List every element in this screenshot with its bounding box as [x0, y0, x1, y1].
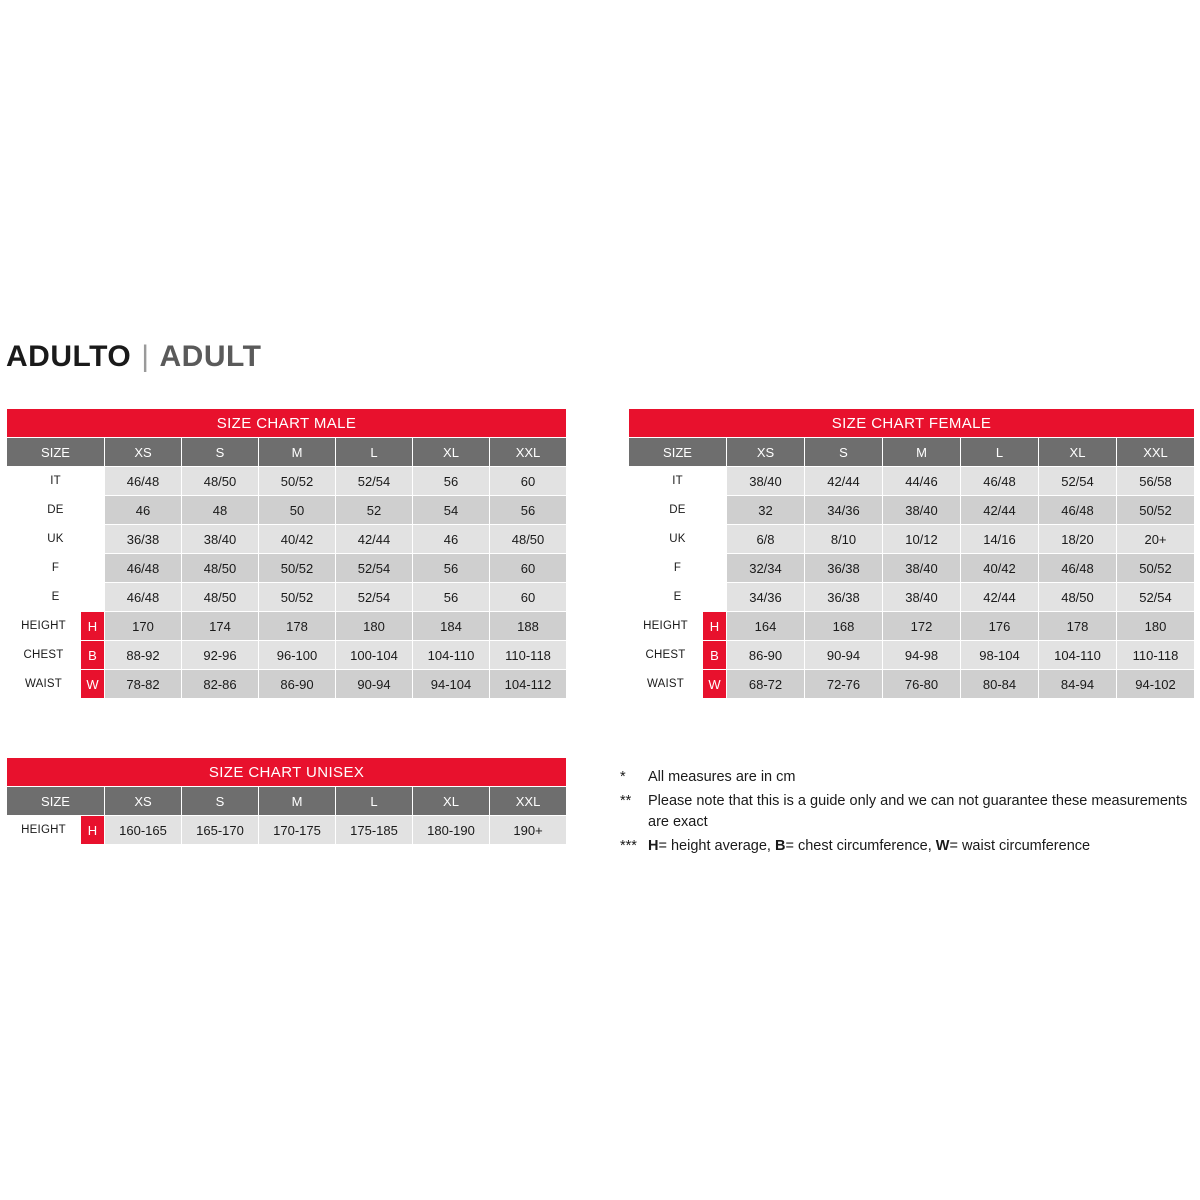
table-cell: 56 [490, 496, 567, 525]
table-cell: 42/44 [336, 525, 413, 554]
column-header: M [259, 438, 336, 467]
table-cell: 52 [336, 496, 413, 525]
note-marker: * [620, 769, 626, 785]
row-label: HEIGHT [7, 612, 81, 641]
column-header: S [182, 787, 259, 816]
table-cell: 178 [259, 612, 336, 641]
table-cell: 94-102 [1117, 670, 1195, 699]
column-header: M [259, 787, 336, 816]
table-cell: 60 [490, 583, 567, 612]
table-cell: 52/54 [336, 583, 413, 612]
column-header: S [182, 438, 259, 467]
page-title-separator: | [141, 340, 150, 373]
table-cell: 34/36 [727, 583, 805, 612]
table-cell: 6/8 [727, 525, 805, 554]
table-cell: 36/38 [805, 583, 883, 612]
table-row [629, 583, 1195, 612]
chart-title-row [7, 409, 567, 438]
row-badge: H [81, 816, 105, 845]
table-cell: 48/50 [182, 467, 259, 496]
size-chart-unisex [6, 757, 566, 845]
table-cell: 86-90 [259, 670, 336, 699]
table-cell: 180-190 [413, 816, 490, 845]
table-cell: 82-86 [182, 670, 259, 699]
table-cell: 188 [490, 612, 567, 641]
row-badge: H [703, 612, 727, 641]
table-cell: 72-76 [805, 670, 883, 699]
column-header-row [629, 438, 1195, 467]
table-cell: 40/42 [961, 554, 1039, 583]
row-label: E [629, 583, 727, 612]
table-cell: 165-170 [182, 816, 259, 845]
table-cell: 174 [182, 612, 259, 641]
column-header: XS [105, 438, 182, 467]
row-badge: B [81, 641, 105, 670]
table-cell: 94-104 [413, 670, 490, 699]
table-cell: 14/16 [961, 525, 1039, 554]
table-cell: 176 [961, 612, 1039, 641]
note-line [620, 791, 1200, 833]
table-cell: 68-72 [727, 670, 805, 699]
note-marker: *** [620, 838, 637, 855]
table-cell: 36/38 [805, 554, 883, 583]
page-title [6, 340, 261, 374]
table-cell: 90-94 [336, 670, 413, 699]
table-cell: 52/54 [336, 467, 413, 496]
column-header: S [805, 438, 883, 467]
chart-title: SIZE CHART FEMALE [629, 409, 1195, 438]
table-cell: 168 [805, 612, 883, 641]
chart-title-row [7, 758, 567, 787]
page-title-primary: ADULTO [6, 340, 132, 373]
table-cell: 100-104 [336, 641, 413, 670]
table-cell: 180 [336, 612, 413, 641]
column-header: L [961, 438, 1039, 467]
note-line [620, 836, 1200, 857]
table-cell: 104-110 [1039, 641, 1117, 670]
table-cell: 160-165 [105, 816, 182, 845]
table-cell: 36/38 [105, 525, 182, 554]
table-row [7, 467, 567, 496]
table-cell: 50/52 [259, 467, 336, 496]
column-header-row [7, 438, 567, 467]
row-label: HEIGHT [7, 816, 81, 845]
table-cell: 46/48 [1039, 554, 1117, 583]
table-cell: 46/48 [105, 554, 182, 583]
row-label: F [7, 554, 105, 583]
table-cell: 44/46 [883, 467, 961, 496]
column-header: XS [105, 787, 182, 816]
table-cell: 86-90 [727, 641, 805, 670]
size-chart-female [628, 408, 1194, 699]
table-cell: 164 [727, 612, 805, 641]
row-badge: W [81, 670, 105, 699]
table-cell: 110-118 [1117, 641, 1195, 670]
table-cell: 56 [413, 554, 490, 583]
note-text: Please note that this is a guide only and we can not guarantee these measurements are exact [648, 793, 1188, 831]
note-marker: ** [620, 793, 632, 810]
table-cell: 60 [490, 467, 567, 496]
table-row [629, 467, 1195, 496]
table-cell: 60 [490, 554, 567, 583]
column-header: M [883, 438, 961, 467]
column-header: XXL [490, 787, 567, 816]
table-row [7, 554, 567, 583]
table-row [629, 525, 1195, 554]
table-cell: 50/52 [259, 583, 336, 612]
row-label: CHEST [7, 641, 81, 670]
table-cell: 46/48 [1039, 496, 1117, 525]
table-row [629, 670, 1195, 699]
size-chart-table-unisex [6, 757, 567, 845]
table-cell: 10/12 [883, 525, 961, 554]
row-label: E [7, 583, 105, 612]
table-cell: 184 [413, 612, 490, 641]
table-cell: 18/20 [1039, 525, 1117, 554]
column-header: XL [1039, 438, 1117, 467]
table-row [7, 641, 567, 670]
table-cell: 46/48 [961, 467, 1039, 496]
table-cell: 88-92 [105, 641, 182, 670]
table-cell: 38/40 [727, 467, 805, 496]
table-cell: 52/54 [336, 554, 413, 583]
note-line [620, 767, 1200, 788]
table-cell: 20+ [1117, 525, 1195, 554]
column-header: XL [413, 438, 490, 467]
table-cell: 110-118 [490, 641, 567, 670]
table-cell: 38/40 [883, 496, 961, 525]
table-cell: 48/50 [490, 525, 567, 554]
row-badge: W [703, 670, 727, 699]
row-label: HEIGHT [629, 612, 703, 641]
row-label: F [629, 554, 727, 583]
table-cell: 32 [727, 496, 805, 525]
table-cell: 50/52 [1117, 496, 1195, 525]
table-cell: 32/34 [727, 554, 805, 583]
row-label: DE [629, 496, 727, 525]
table-cell: 48/50 [1039, 583, 1117, 612]
chart-title-row [629, 409, 1195, 438]
table-cell: 175-185 [336, 816, 413, 845]
table-cell: 48/50 [182, 554, 259, 583]
size-chart-male [6, 408, 566, 699]
chart-title: SIZE CHART MALE [7, 409, 567, 438]
table-row [7, 670, 567, 699]
table-row [629, 554, 1195, 583]
table-cell: 50 [259, 496, 336, 525]
table-cell: 78-82 [105, 670, 182, 699]
row-label: CHEST [629, 641, 703, 670]
table-cell: 170 [105, 612, 182, 641]
row-label: IT [629, 467, 727, 496]
size-chart-table-female [628, 408, 1195, 699]
table-cell: 38/40 [883, 554, 961, 583]
table-cell: 52/54 [1117, 583, 1195, 612]
table-row [629, 641, 1195, 670]
column-header: SIZE [7, 438, 105, 467]
table-cell: 38/40 [883, 583, 961, 612]
row-badge: B [703, 641, 727, 670]
table-cell: 98-104 [961, 641, 1039, 670]
table-cell: 42/44 [805, 467, 883, 496]
column-header: XS [727, 438, 805, 467]
column-header: L [336, 438, 413, 467]
table-cell: 76-80 [883, 670, 961, 699]
table-cell: 38/40 [182, 525, 259, 554]
column-header: XL [413, 787, 490, 816]
column-header: SIZE [7, 787, 105, 816]
note-text: All measures are in cm [648, 769, 796, 785]
table-row [629, 612, 1195, 641]
table-cell: 50/52 [1117, 554, 1195, 583]
table-cell: 84-94 [1039, 670, 1117, 699]
table-row [7, 816, 567, 845]
row-badge: H [81, 612, 105, 641]
table-cell: 48 [182, 496, 259, 525]
table-cell: 190+ [490, 816, 567, 845]
column-header: SIZE [629, 438, 727, 467]
table-cell: 46/48 [105, 467, 182, 496]
column-header: XXL [490, 438, 567, 467]
size-chart-table-male [6, 408, 567, 699]
chart-title: SIZE CHART UNISEX [7, 758, 567, 787]
note-text: H= height average, B= chest circumference, W= waist circumference [648, 838, 1091, 855]
table-cell: 48/50 [182, 583, 259, 612]
page-title-secondary: ADULT [159, 340, 262, 373]
table-cell: 42/44 [961, 496, 1039, 525]
table-cell: 104-110 [413, 641, 490, 670]
table-cell: 56/58 [1117, 467, 1195, 496]
table-cell: 34/36 [805, 496, 883, 525]
table-cell: 180 [1117, 612, 1195, 641]
row-label: UK [629, 525, 727, 554]
table-cell: 52/54 [1039, 467, 1117, 496]
table-cell: 8/10 [805, 525, 883, 554]
table-row [629, 496, 1195, 525]
row-label: UK [7, 525, 105, 554]
table-cell: 56 [413, 467, 490, 496]
table-cell: 170-175 [259, 816, 336, 845]
table-cell: 56 [413, 583, 490, 612]
row-label: DE [7, 496, 105, 525]
column-header: XXL [1117, 438, 1195, 467]
table-cell: 42/44 [961, 583, 1039, 612]
table-cell: 172 [883, 612, 961, 641]
table-cell: 96-100 [259, 641, 336, 670]
notes-block [620, 767, 1200, 860]
table-cell: 40/42 [259, 525, 336, 554]
table-cell: 90-94 [805, 641, 883, 670]
table-row [7, 525, 567, 554]
table-cell: 50/52 [259, 554, 336, 583]
table-cell: 80-84 [961, 670, 1039, 699]
column-header-row [7, 787, 567, 816]
table-cell: 94-98 [883, 641, 961, 670]
column-header: L [336, 787, 413, 816]
table-cell: 46 [105, 496, 182, 525]
row-label: WAIST [629, 670, 703, 699]
row-label: WAIST [7, 670, 81, 699]
table-row [7, 496, 567, 525]
table-cell: 46/48 [105, 583, 182, 612]
table-cell: 104-112 [490, 670, 567, 699]
table-row [7, 612, 567, 641]
table-cell: 46 [413, 525, 490, 554]
table-row [7, 583, 567, 612]
table-cell: 92-96 [182, 641, 259, 670]
table-cell: 54 [413, 496, 490, 525]
row-label: IT [7, 467, 105, 496]
table-cell: 178 [1039, 612, 1117, 641]
